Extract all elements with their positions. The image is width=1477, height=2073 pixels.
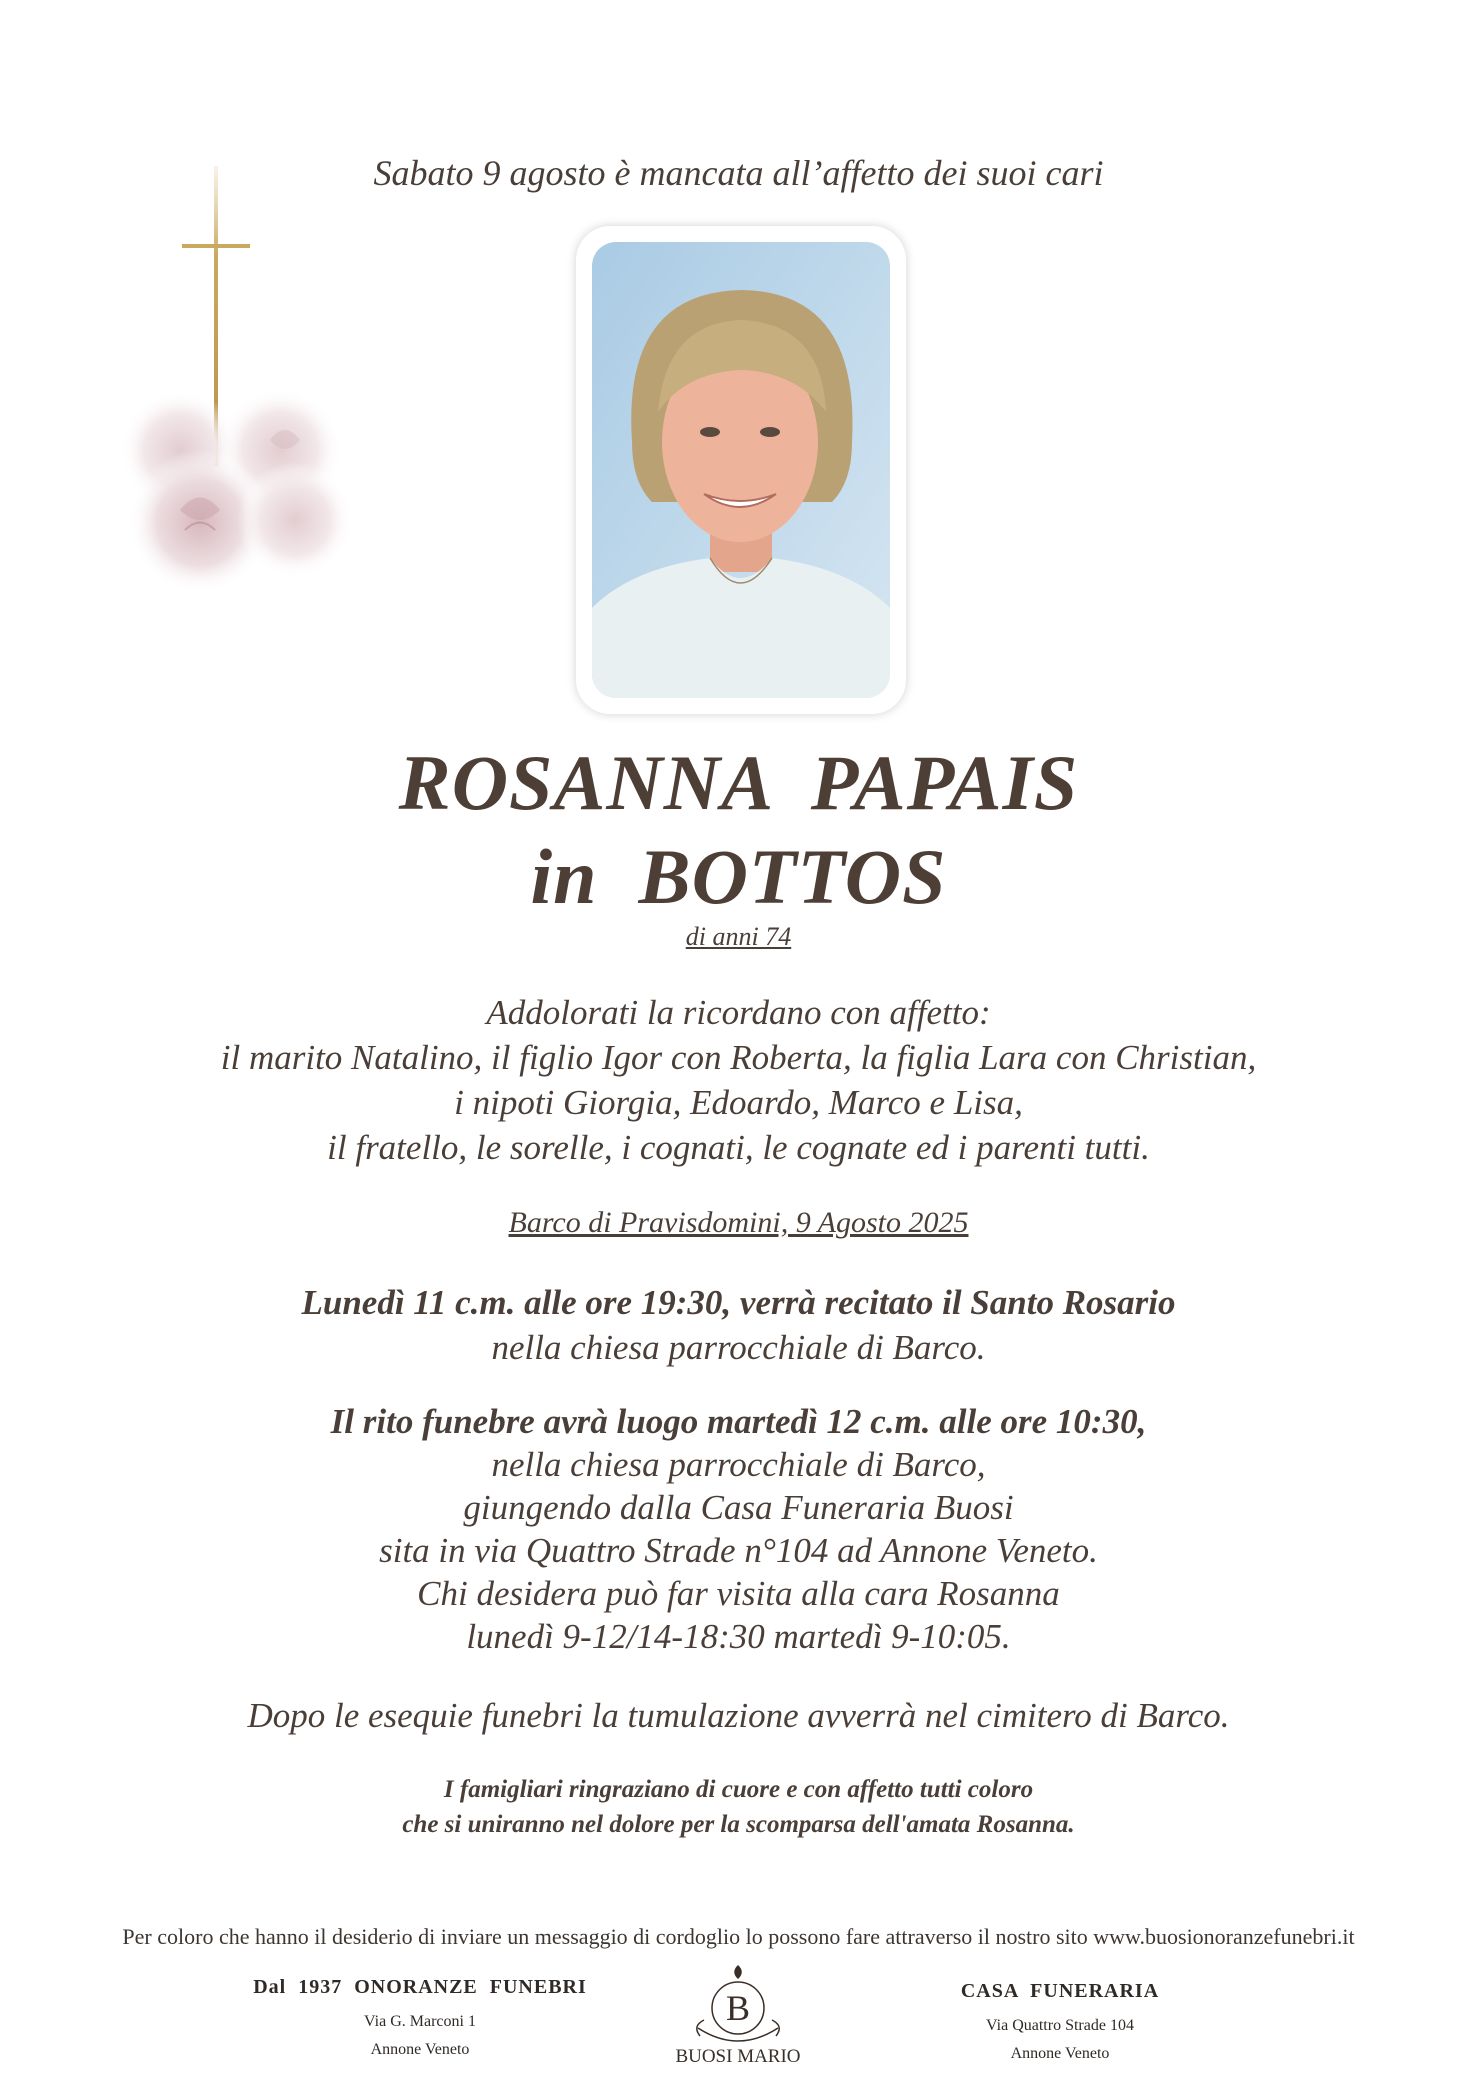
funeral-home-address: Via G. Marconi 1 <box>364 2013 476 2030</box>
portrait-frame <box>576 226 906 714</box>
funeral-house-city: Annone Veneto <box>1010 2045 1110 2062</box>
condolence-message: Per coloro che hanno il desiderio di inviare un messaggio di cordoglio lo possono fare attraverso il nostro sito www.buosionoranzefunebri.it <box>122 1924 1355 1949</box>
funeral-line: nella chiesa parrocchiale di Barco, <box>491 1445 986 1484</box>
portrait-photo <box>592 242 890 698</box>
thanks-block <box>0 1772 1477 1842</box>
funeral-home-heading: Dal 1937 ONORANZE FUNEBRI <box>253 1976 587 1998</box>
funeral-line: giungendo dalla Casa Funeraria Buosi <box>463 1488 1014 1527</box>
deceased-name: ROSANNA PAPAIS <box>398 739 1079 826</box>
funeral-time: Il rito funebre avrà luogo martedì 12 c.m. alle ore 10:30, <box>330 1402 1147 1441</box>
place-date: Barco di Pravisdomini, 9 Agosto 2025 <box>508 1206 969 1239</box>
burial-text: Dopo le esequie funebri la tumulazione avverrà nel cimitero di Barco. <box>247 1696 1230 1735</box>
logo-text: BUOSI MARIO <box>675 2046 801 2067</box>
funeral-line: sita in via Quattro Strade n°104 ad Annone Veneto. <box>379 1531 1098 1570</box>
rosary-location: nella chiesa parrocchiale di Barco. <box>491 1328 986 1367</box>
deceased-age: di anni 74 <box>685 922 792 951</box>
logo-letter: B <box>725 1988 751 2028</box>
roses-icon <box>120 388 353 594</box>
mourners-line: i nipoti Giorgia, Edoardo, Marco e Lisa, <box>454 1083 1023 1122</box>
mourners-line: Addolorati la ricordano con affetto: <box>486 993 991 1032</box>
deceased-married-name: in BOTTOS <box>530 833 947 920</box>
thanks-line: I famigliari ringraziano di cuore e con affetto tutti coloro <box>443 1776 1034 1803</box>
funeral-block <box>0 1400 1477 1658</box>
rosary-block <box>0 1280 1477 1370</box>
funeral-house-info <box>900 1980 1220 2073</box>
buosi-logo <box>668 1958 808 2067</box>
mourners-line: il fratello, le sorelle, i cognati, le cognate ed i parenti tutti. <box>327 1128 1150 1167</box>
mourners-block <box>0 990 1477 1170</box>
funeral-house-address: Via Quattro Strade 104 <box>986 2017 1134 2034</box>
funeral-home-info <box>230 1976 610 2069</box>
intro-text: Sabato 9 agosto è mancata all’affetto dei suoi cari <box>373 153 1104 193</box>
rosary-time: Lunedì 11 c.m. alle ore 19:30, verrà recitato il Santo Rosario <box>301 1283 1176 1322</box>
funeral-home-city: Annone Veneto <box>370 2041 470 2058</box>
funeral-line: lunedì 9-12/14-18:30 martedì 9-10:05. <box>466 1617 1011 1656</box>
cross-roses-decoration <box>110 160 360 600</box>
funeral-line: Chi desidera può far visita alla cara Rosanna <box>417 1574 1060 1613</box>
thanks-line: che si uniranno nel dolore per la scomparsa dell'amata Rosanna. <box>402 1811 1075 1838</box>
mourners-line: il marito Natalino, il figlio Igor con Roberta, la figlia Lara con Christian, <box>220 1038 1257 1077</box>
funeral-house-heading: CASA FUNERARIA <box>960 1980 1160 2002</box>
